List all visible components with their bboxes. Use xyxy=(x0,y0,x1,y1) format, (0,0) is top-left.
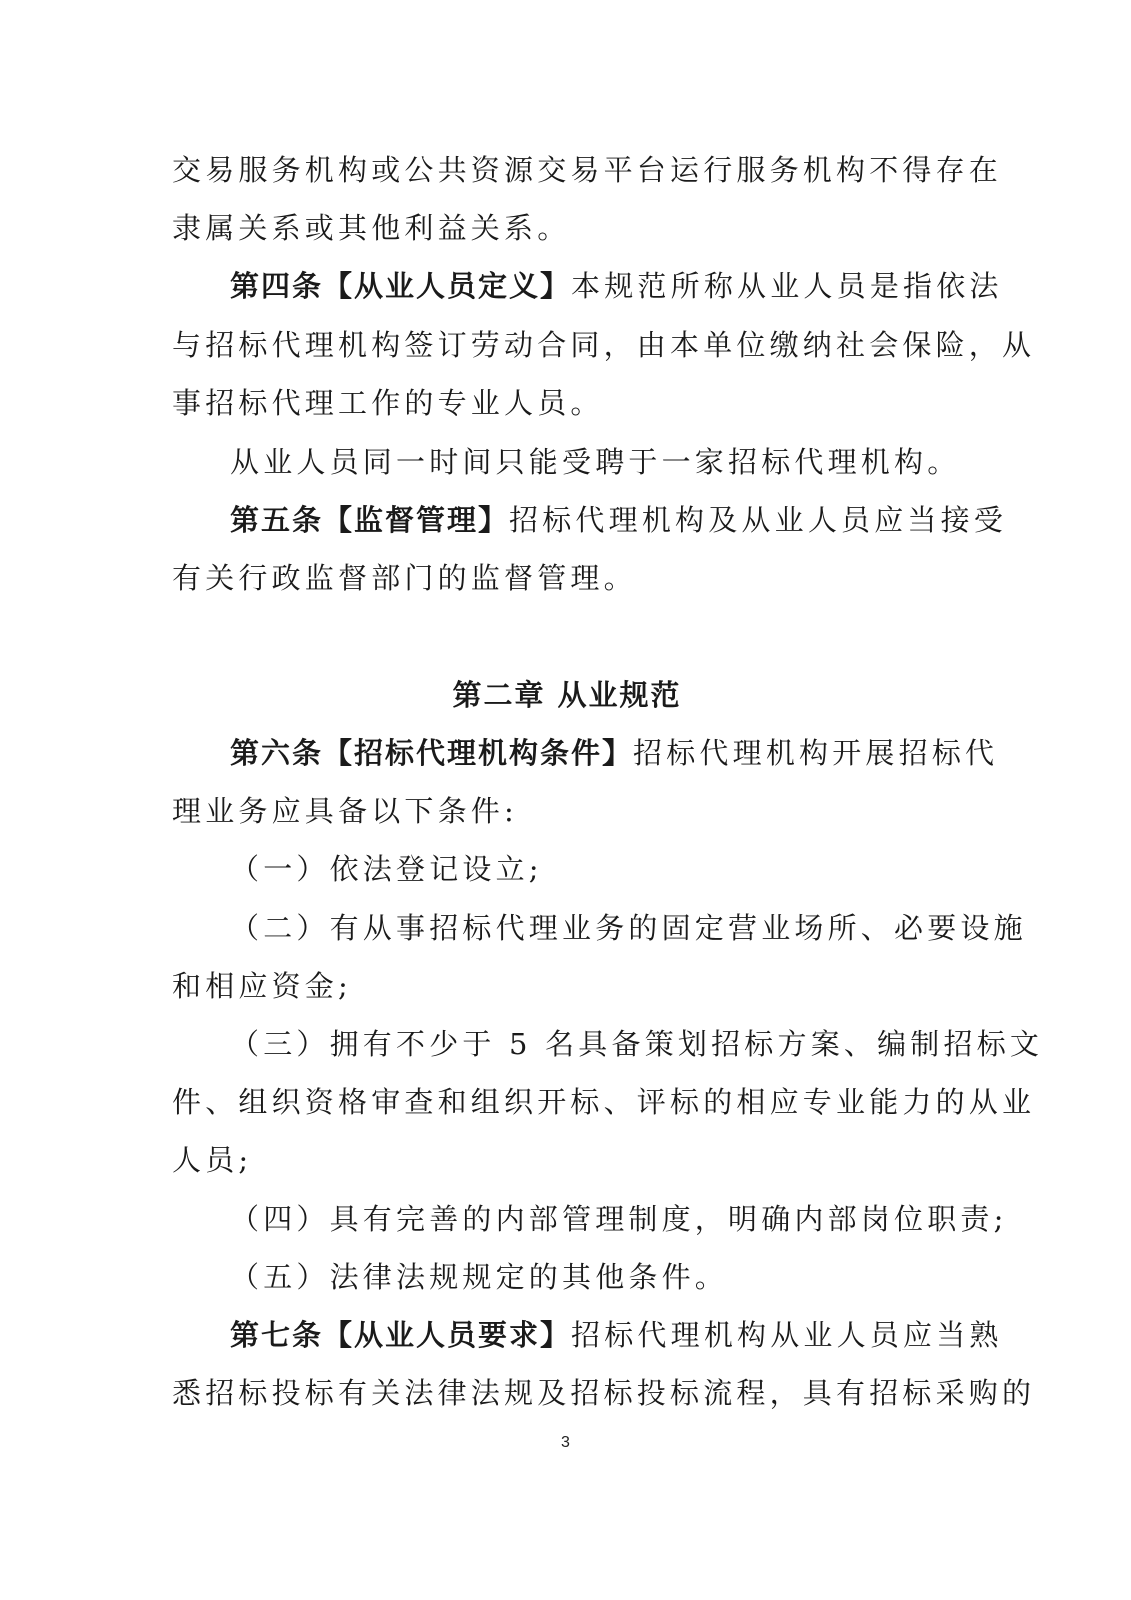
article-5-line xyxy=(230,500,1008,540)
article-4-heading: 第四条【从业人员定义】 xyxy=(230,269,572,303)
paragraph-line: 从业人员同一时间只能受聘于一家招标代理机构。 xyxy=(230,445,961,479)
list-item: （一）依法登记设立; xyxy=(230,852,543,886)
article-7-line xyxy=(230,1315,1003,1355)
list-item: （二）有从事招标代理业务的固定营业场所、必要设施 xyxy=(230,911,1027,945)
paragraph-line: 事招标代理工作的专业人员。 xyxy=(172,386,604,420)
page-number: 3 xyxy=(561,1434,570,1451)
paragraph-line: 与招标代理机构签订劳动合同，由本单位缴纳社会保险，从 xyxy=(172,328,1036,362)
list-item: （五）法律法规规定的其他条件。 xyxy=(230,1260,729,1294)
paragraph-line: 理业务应具备以下条件: xyxy=(172,794,518,828)
article-6-line xyxy=(230,733,999,773)
paragraph-line: 和相应资金; xyxy=(172,969,352,1003)
paragraph-line: 悉招标投标有关法律法规及招标投标流程，具有招标采购的 xyxy=(172,1376,1036,1410)
article-7-heading: 第七条【从业人员要求】 xyxy=(230,1318,572,1352)
list-item: （三）拥有不少于 5 名具备策划招标方案、编制招标文 xyxy=(230,1027,1044,1061)
article-6-heading: 第六条【招标代理机构条件】 xyxy=(230,736,634,770)
article-4-line xyxy=(230,266,1003,306)
paragraph-line: 件、组织资格审查和组织开标、评标的相应专业能力的从业 xyxy=(172,1085,1036,1119)
article-7-text: 招标代理机构从业人员应当熟 xyxy=(571,1318,1003,1352)
chapter-title: 第二章 从业规范 xyxy=(452,678,682,712)
list-item: （四）具有完善的内部管理制度，明确内部岗位职责; xyxy=(230,1202,1008,1236)
paragraph-line: 隶属关系或其他利益关系。 xyxy=(172,211,571,245)
article-6-text: 招标代理机构开展招标代 xyxy=(633,736,999,770)
paragraph-line: 人员; xyxy=(172,1143,253,1177)
article-5-heading: 第五条【监督管理】 xyxy=(230,503,510,537)
article-4-text: 本规范所称从业人员是指依法 xyxy=(571,269,1003,303)
paragraph-line: 交易服务机构或公共资源交易平台运行服务机构不得存在 xyxy=(172,153,1003,187)
article-5-text: 招标代理机构及从业人员应当接受 xyxy=(509,503,1008,537)
paragraph-line: 有关行政监督部门的监督管理。 xyxy=(172,561,637,595)
